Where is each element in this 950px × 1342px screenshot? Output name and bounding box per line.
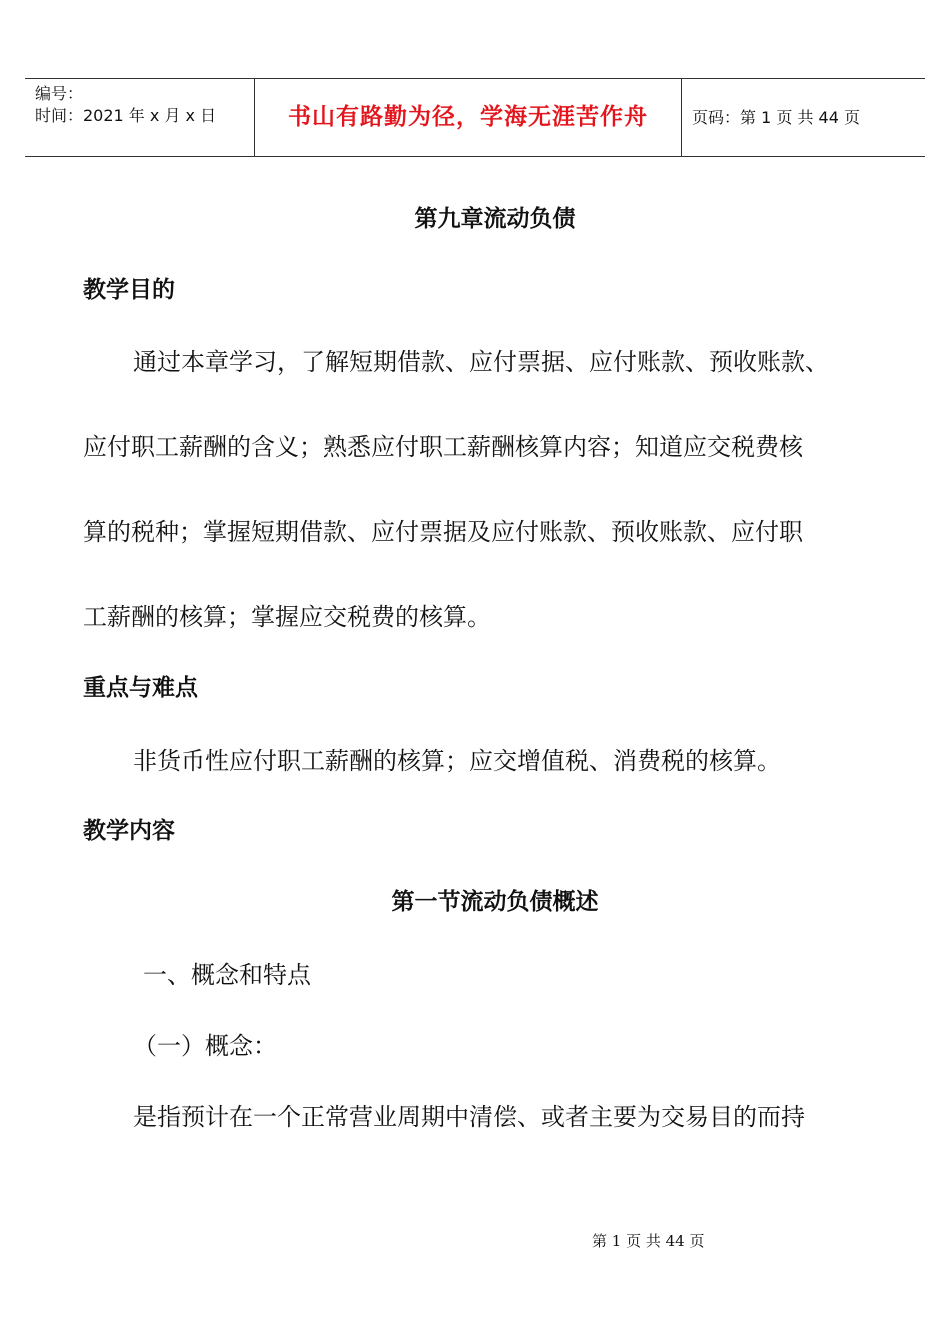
- subsection-title: 一、概念和特点: [143, 961, 311, 989]
- chapter-title: 第九章流动负债: [414, 206, 576, 232]
- objectives-line: 算的税种；掌握短期借款、应付票据及应付账款、预收账款、应付职: [83, 518, 803, 546]
- item-label: （一）概念：: [133, 1032, 277, 1060]
- number-label: 编号：: [35, 84, 84, 103]
- header-page-info: 页码：第 1 页 共 44 页: [692, 108, 860, 127]
- objectives-line: 工薪酬的核算；掌握应交税费的核算。: [83, 603, 491, 631]
- objectives-line: 应付职工薪酬的含义；熟悉应付职工薪酬核算内容；知道应交税费核: [83, 433, 803, 461]
- key-points-text: 非货币性应付职工薪酬的核算；应交增值税、消费税的核算。: [133, 747, 781, 775]
- objectives-line: 通过本章学习，了解短期借款、应付票据、应付账款、预收账款、: [133, 348, 829, 376]
- body-paragraph: 是指预计在一个正常营业周期中清偿、或者主要为交易目的而持: [133, 1103, 805, 1131]
- header-motto: 书山有路勤为径，学海无涯苦作舟: [288, 104, 648, 130]
- objectives-heading: 教学目的: [83, 277, 175, 303]
- key-points-heading: 重点与难点: [83, 675, 198, 701]
- content-heading: 教学内容: [83, 818, 175, 844]
- page-footer: 第 1 页 共 44 页: [592, 1232, 705, 1250]
- time-label: 时间：2021 年 x 月 x 日: [35, 106, 217, 125]
- header-meta: [35, 83, 216, 127]
- page-header: [25, 78, 925, 157]
- section-title: 第一节流动负债概述: [391, 889, 599, 915]
- header-divider: [681, 79, 682, 156]
